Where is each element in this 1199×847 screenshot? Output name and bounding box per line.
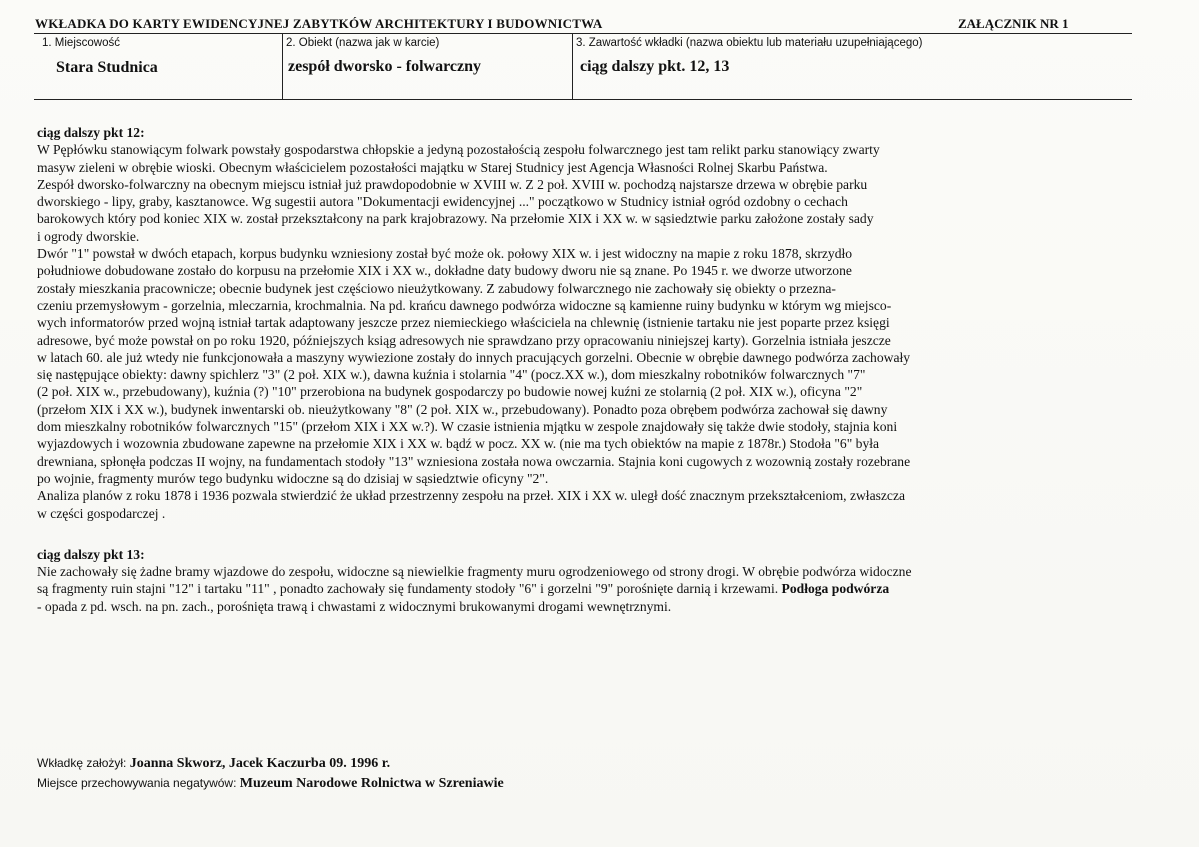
section-12-paragraph: Zespół dworsko-folwarczny na obecnym miejscu istniał już prawdopodobnie w XVIII w. Z 2 poł. XVIII w. pochodzą najstarsze drzewa w obrębie parku dworskiego - lipy, graby, kasztanowce. Wg sugestii autora "Dokumentacji ewidencyjnej ..." początkowo w Studnicy istniał ogród ozdobny o cechach barokowych który pod koniec XIX w. został przekształcony na park krajobrazowy. Na przełomie XIX i XX w. w sąsiedztwie parku założone zostały sady i ogrody dworskie. [37, 176, 874, 244]
field-content-label: 3. Zawartość wkładki (nazwa obiektu lub materiału uzupełniającego) [576, 37, 923, 49]
footer-inserted [37, 756, 390, 772]
document-title: WKŁADKA DO KARTY EWIDENCYJNEJ ZABYTKÓW ARCHITEKTURY I BUDOWNICTWA [35, 16, 603, 31]
footer-storage-label: Miejsce przechowywania negatywów: [37, 776, 237, 790]
field-content-value: ciąg dalszy pkt. 12, 13 [580, 58, 730, 75]
field-object-label: 2. Obiekt (nazwa jak w karcie) [286, 37, 440, 49]
footer-inserted-label: Wkładkę założył: [37, 756, 127, 770]
annex-label: ZAŁĄCZNIK NR 1 [958, 16, 1069, 31]
field-object-value: zespół dworsko - folwarczny [288, 58, 482, 75]
cell-divider [572, 34, 573, 99]
section-12-paragraph: Analiza planów z roku 1878 i 1936 pozwala stwierdzić że układ przestrzenny zespołu na przeł. XIX i XX w. uległ dość znacznym przekształceniom, zwłaszcza w części gospodarczej . [37, 488, 906, 521]
section-13-paragraph [37, 563, 1117, 615]
cell-divider [282, 34, 283, 99]
document-body [37, 124, 1117, 615]
field-locality-label: 1. Miejscowość [42, 37, 120, 49]
section-12-heading: ciąg dalszy pkt 12: [37, 125, 145, 140]
section-13-heading: ciąg dalszy pkt 13: [37, 546, 145, 562]
table-bottom-border [34, 99, 1132, 100]
footer-storage [37, 776, 504, 792]
footer-inserted-value: Joanna Skworz, Jacek Kaczurba 09. 1996 r. [129, 756, 391, 771]
section-12-paragraph: W Pępłówku stanowiącym folwark powstały gospodarstwa chłopskie a jedyną pozostałością zespołu folwarcznego jest tam relikt parku stanowiący zwarty masyw zieleni w obrębie wioski. Obecnym właścicielem pozostałości majątku w Starej Studnicy jest Agencja Własności Rolnej Skarbu Państwa. [37, 142, 880, 175]
section-13-text-end: - opada z pd. wsch. na pn. zach., porośnięta trawą i chwastami z widocznymi brukowanymi drogami wewnętrznymi. [37, 598, 672, 614]
footer-storage-value: Muzeum Narodowe Rolnictwa w Szreniawie [239, 776, 504, 791]
section-12-paragraph: Dwór "1" powstał w dwóch etapach, korpus budynku wzniesiony został być może ok. połowy XIX w. i jest widoczny na mapie z roku 1878, skrzydło południowe dobudowane zostało do korpusu na przełomie XIX i XX w., dokładne daty budowy dworu nie są znane. Po 1945 r. we dworze utworzone zostały mieszkania pracownicze; obecnie budynek jest częściowo nieużytkowany. Z zabudowy folwarcznego nie zachowały się obiekty o przezna- czeniu przemysłowym - gorzelnia, mleczarnia, krochmalnia. Na pd. krańcu dawnego podwórza widoczne są kamienne ruiny budynku w którym wg miejsco- wych informatorów przed wojną istniał tartak adaptowany jeszcze przez niemieckiego właściciela na chlewnię (istnienie tartaku nie jest poparte przez księgi adresowe, być może powstał on po roku 1920, późniejszych ksiąg adresowych nie sprawdzano przy opracowaniu niniejszej karty). Gorzelnia istniała jeszcze w latach 60. ale już wtedy nie funkcjonowała a maszyny wywiezione zostały do innych pracujących gorzelni. Obecnie w obrębie dawnego podwórza zachowały się następujące obiekty: dawny spichlerz "3" (2 poł. XIX w.), dawna kuźnia i stolarnia "4" (pocz.XX w.), dom mieszkalny robotników folwarcznych "7" (2 poł. XIX w., przebudowany), kuźnia (?) "10" przerobiona na budynek gospodarczy po budowie nowej kuźni ze stolarnią (2 poł. XIX w.), oficyna "2" (przełom XIX i XX w.), budynek inwentarski ob. nieużytkowany "8" (2 poł. XIX w., przebudowany). Ponadto poza obrębem podwórza zachował się dawny dom mieszkalny robotników folwarcznych "15" (przełom XIX i XX w.?). W czasie istnienia mjątku w zespole znajdowały się także dwie stodoły, stajnia koni wyjazdowych i wozownia zbudowane zapewne na przełomie XIX i XX w. bądź w pocz. XX w. (nie ma tych obiektów na mapie z 1878r.) Stodoła "6" była drewniana, spłonęła podczas II wojny, na fundamentach stodoły "13" wzniesiona została nowa owczarnia. Stajnia koni cugowych z wozownią zostały rozebrane po wojnie, fragmenty murów tego budynku widoczne są do dzisiaj w sąsiedztwie oficyny "2". [37, 246, 911, 486]
table-top-border [34, 33, 1132, 34]
field-locality-value: Stara Studnica [56, 59, 158, 76]
section-13-bold-text: Podłoga podwórza [781, 581, 890, 597]
section-13-text: Nie zachowały się żadne bramy wjazdowe do zespołu, widoczne są niewielkie fragmenty muru ogrodzeniowego od strony drogi. W obrębie podwórza widoczne są fragmenty ruin stajni "12" i tartaku "11" , ponadto zachowały się fundamenty stodoły "6" i gorzelni "9" porośnięte darnią i krzewami. [37, 564, 912, 597]
